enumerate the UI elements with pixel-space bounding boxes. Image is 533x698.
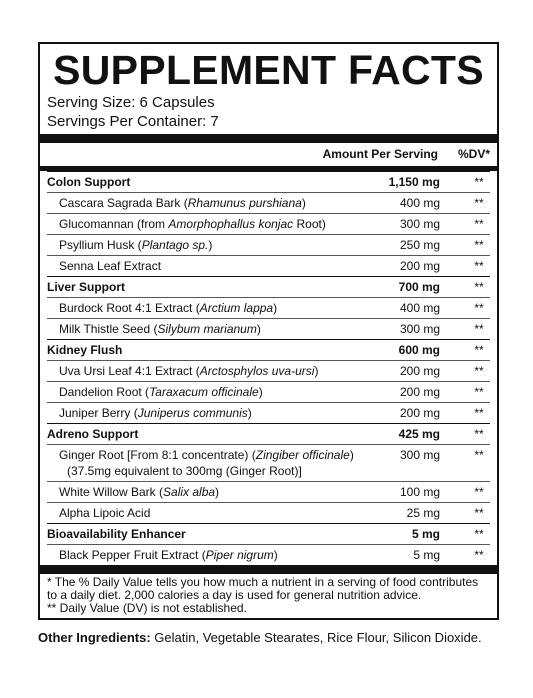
ingredient-row xyxy=(47,255,490,276)
row-name xyxy=(47,298,372,318)
ingredient-row xyxy=(47,192,490,213)
group-row xyxy=(47,276,490,297)
row-amount: 25 mg xyxy=(406,506,440,520)
ingredient-name: Black Pepper Fruit Extract ( xyxy=(59,548,206,562)
ingredient-name: Dandelion Root ( xyxy=(59,385,150,399)
row-dv: ** xyxy=(474,427,484,441)
ingredient-row xyxy=(47,444,490,481)
ingredient-name-tail: ) xyxy=(301,196,306,210)
row-amount: 100 mg xyxy=(399,485,440,499)
row-name xyxy=(47,319,372,339)
row-dv: ** xyxy=(474,175,484,189)
row-dv: ** xyxy=(474,196,484,210)
amount-header: Amount Per Serving xyxy=(322,147,438,161)
ingredient-name-tail: ) xyxy=(215,485,220,499)
latin-name: Silybum marianum xyxy=(157,322,257,336)
latin-name: Arctosphylos uva-ursi xyxy=(199,364,315,378)
ingredient-name: Senna Leaf Extract xyxy=(59,259,162,273)
row-amount: 1,150 mg xyxy=(388,175,440,189)
footnote-not-established: ** Daily Value (DV) is not established. xyxy=(47,601,247,615)
latin-name: Plantago sp. xyxy=(141,238,209,252)
ingredient-name: Glucomannan (from xyxy=(59,217,169,231)
ingredient-name-tail: ) xyxy=(349,448,354,462)
row-dv: ** xyxy=(474,217,484,231)
row-amount: 300 mg xyxy=(399,448,440,462)
serving-size: Serving Size: 6 Capsules xyxy=(47,94,215,111)
ingredient-name: Burdock Root 4:1 Extract ( xyxy=(59,301,200,315)
row-name xyxy=(47,235,372,255)
group-row xyxy=(47,339,490,360)
ingredient-name: Milk Thistle Seed ( xyxy=(59,322,158,336)
row-amount: 200 mg xyxy=(399,406,440,420)
row-amount: 200 mg xyxy=(399,259,440,273)
ingredient-name-tail: ) xyxy=(273,301,278,315)
row-name xyxy=(47,424,372,444)
row-name xyxy=(47,340,372,360)
row-amount: 5 mg xyxy=(411,527,440,541)
column-header xyxy=(47,143,490,166)
supplement-facts-panel xyxy=(38,42,499,620)
row-dv: ** xyxy=(474,527,484,541)
row-amount: 425 mg xyxy=(398,427,440,441)
latin-name: Rhamunus purshiana xyxy=(187,196,302,210)
ingredient-row xyxy=(47,213,490,234)
row-dv: ** xyxy=(474,259,484,273)
group-name: Liver Support xyxy=(47,280,126,294)
facts-rows xyxy=(47,171,490,565)
row-amount: 300 mg xyxy=(399,322,440,336)
group-row xyxy=(47,423,490,444)
row-amount: 400 mg xyxy=(399,301,440,315)
ingredient-name-tail: ) xyxy=(208,238,213,252)
ingredient-row xyxy=(47,481,490,502)
ingredient-name-tail: ) xyxy=(256,322,261,336)
row-name xyxy=(47,256,372,276)
latin-name: Juniperus communis xyxy=(137,406,248,420)
footnote-dv: * The % Daily Value tells you how much a nutrient in a serving of food contributes to a daily diet. 2,000 calories a day is used for general nutrition advice. xyxy=(47,575,479,602)
row-dv: ** xyxy=(474,280,484,294)
latin-name: Piper nigrum xyxy=(205,548,274,562)
group-name: Colon Support xyxy=(47,175,131,189)
ingredient-name-tail: ) xyxy=(314,364,319,378)
ingredient-name: Cascara Sagrada Bark ( xyxy=(59,196,188,210)
group-row xyxy=(47,523,490,544)
bottom-divider xyxy=(40,565,497,574)
row-name xyxy=(47,361,372,381)
ingredient-name-tail: ) xyxy=(247,406,252,420)
ingredient-name: White Willow Bark ( xyxy=(59,485,164,499)
ingredient-row xyxy=(47,381,490,402)
row-dv: ** xyxy=(474,364,484,378)
row-dv: ** xyxy=(474,406,484,420)
row-name xyxy=(47,277,372,297)
latin-name: Amorphophallus konjac xyxy=(168,217,294,231)
ingredient-name: Psyllium Husk ( xyxy=(59,238,142,252)
row-dv: ** xyxy=(474,385,484,399)
row-dv: ** xyxy=(474,301,484,315)
ingredient-name-tail: Root) xyxy=(293,217,326,231)
other-ingredients-text: Gelatin, Vegetable Stearates, Rice Flour, Silicon Dioxide. xyxy=(150,630,482,645)
row-name xyxy=(47,193,372,213)
dv-header: %DV* xyxy=(457,147,490,161)
row-name xyxy=(47,403,372,423)
ingredient-row xyxy=(47,402,490,423)
row-name xyxy=(47,524,372,544)
row-amount: 250 mg xyxy=(399,238,440,252)
ingredient-row xyxy=(47,297,490,318)
servings-per-container: Servings Per Container: 7 xyxy=(47,113,219,130)
row-amount: 200 mg xyxy=(399,364,440,378)
row-name xyxy=(47,445,372,481)
row-name xyxy=(47,382,372,402)
ingredient-row xyxy=(47,234,490,255)
row-name xyxy=(47,482,372,502)
row-amount: 600 mg xyxy=(398,343,440,357)
row-dv: ** xyxy=(474,322,484,336)
group-name: Adreno Support xyxy=(47,427,139,441)
row-dv: ** xyxy=(474,548,484,562)
row-amount: 400 mg xyxy=(399,196,440,210)
panel-title: SUPPLEMENT FACTS xyxy=(53,47,484,93)
other-ingredients xyxy=(38,630,482,645)
ingredient-row xyxy=(47,360,490,381)
row-amount: 300 mg xyxy=(399,217,440,231)
row-dv: ** xyxy=(474,343,484,357)
latin-name: Arctium lappa xyxy=(199,301,274,315)
row-name xyxy=(47,545,372,565)
row-name xyxy=(47,503,372,523)
ingredient-name: Uva Ursi Leaf 4:1 Extract ( xyxy=(59,364,200,378)
row-dv: ** xyxy=(474,238,484,252)
row-dv: ** xyxy=(474,485,484,499)
ingredient-name-tail: ) xyxy=(258,385,263,399)
ingredient-name: Ginger Root [From 8:1 concentrate) ( xyxy=(59,448,256,462)
latin-name: Zingiber officinale xyxy=(255,448,350,462)
thick-divider xyxy=(40,134,497,143)
ingredient-name-line2: (37.5mg equivalent to 300mg (Ginger Root)] xyxy=(67,464,302,478)
ingredient-row xyxy=(47,544,490,565)
ingredient-name: Juniper Berry ( xyxy=(59,406,138,420)
row-amount: 200 mg xyxy=(399,385,440,399)
latin-name: Salix alba xyxy=(163,485,216,499)
group-row xyxy=(47,171,490,192)
row-dv: ** xyxy=(474,506,484,520)
row-name xyxy=(47,214,372,234)
other-ingredients-label: Other Ingredients: xyxy=(38,630,151,645)
group-name: Kidney Flush xyxy=(47,343,123,357)
ingredient-name: Alpha Lipoic Acid xyxy=(59,506,151,520)
group-name: Bioavailability Enhancer xyxy=(47,527,186,541)
ingredient-name-tail: ) xyxy=(273,548,278,562)
row-name xyxy=(47,172,372,192)
row-amount: 700 mg xyxy=(398,280,440,294)
row-amount: 5 mg xyxy=(413,548,440,562)
ingredient-row xyxy=(47,318,490,339)
row-dv: ** xyxy=(474,448,484,462)
latin-name: Taraxacum officinale xyxy=(149,385,259,399)
ingredient-row xyxy=(47,502,490,523)
